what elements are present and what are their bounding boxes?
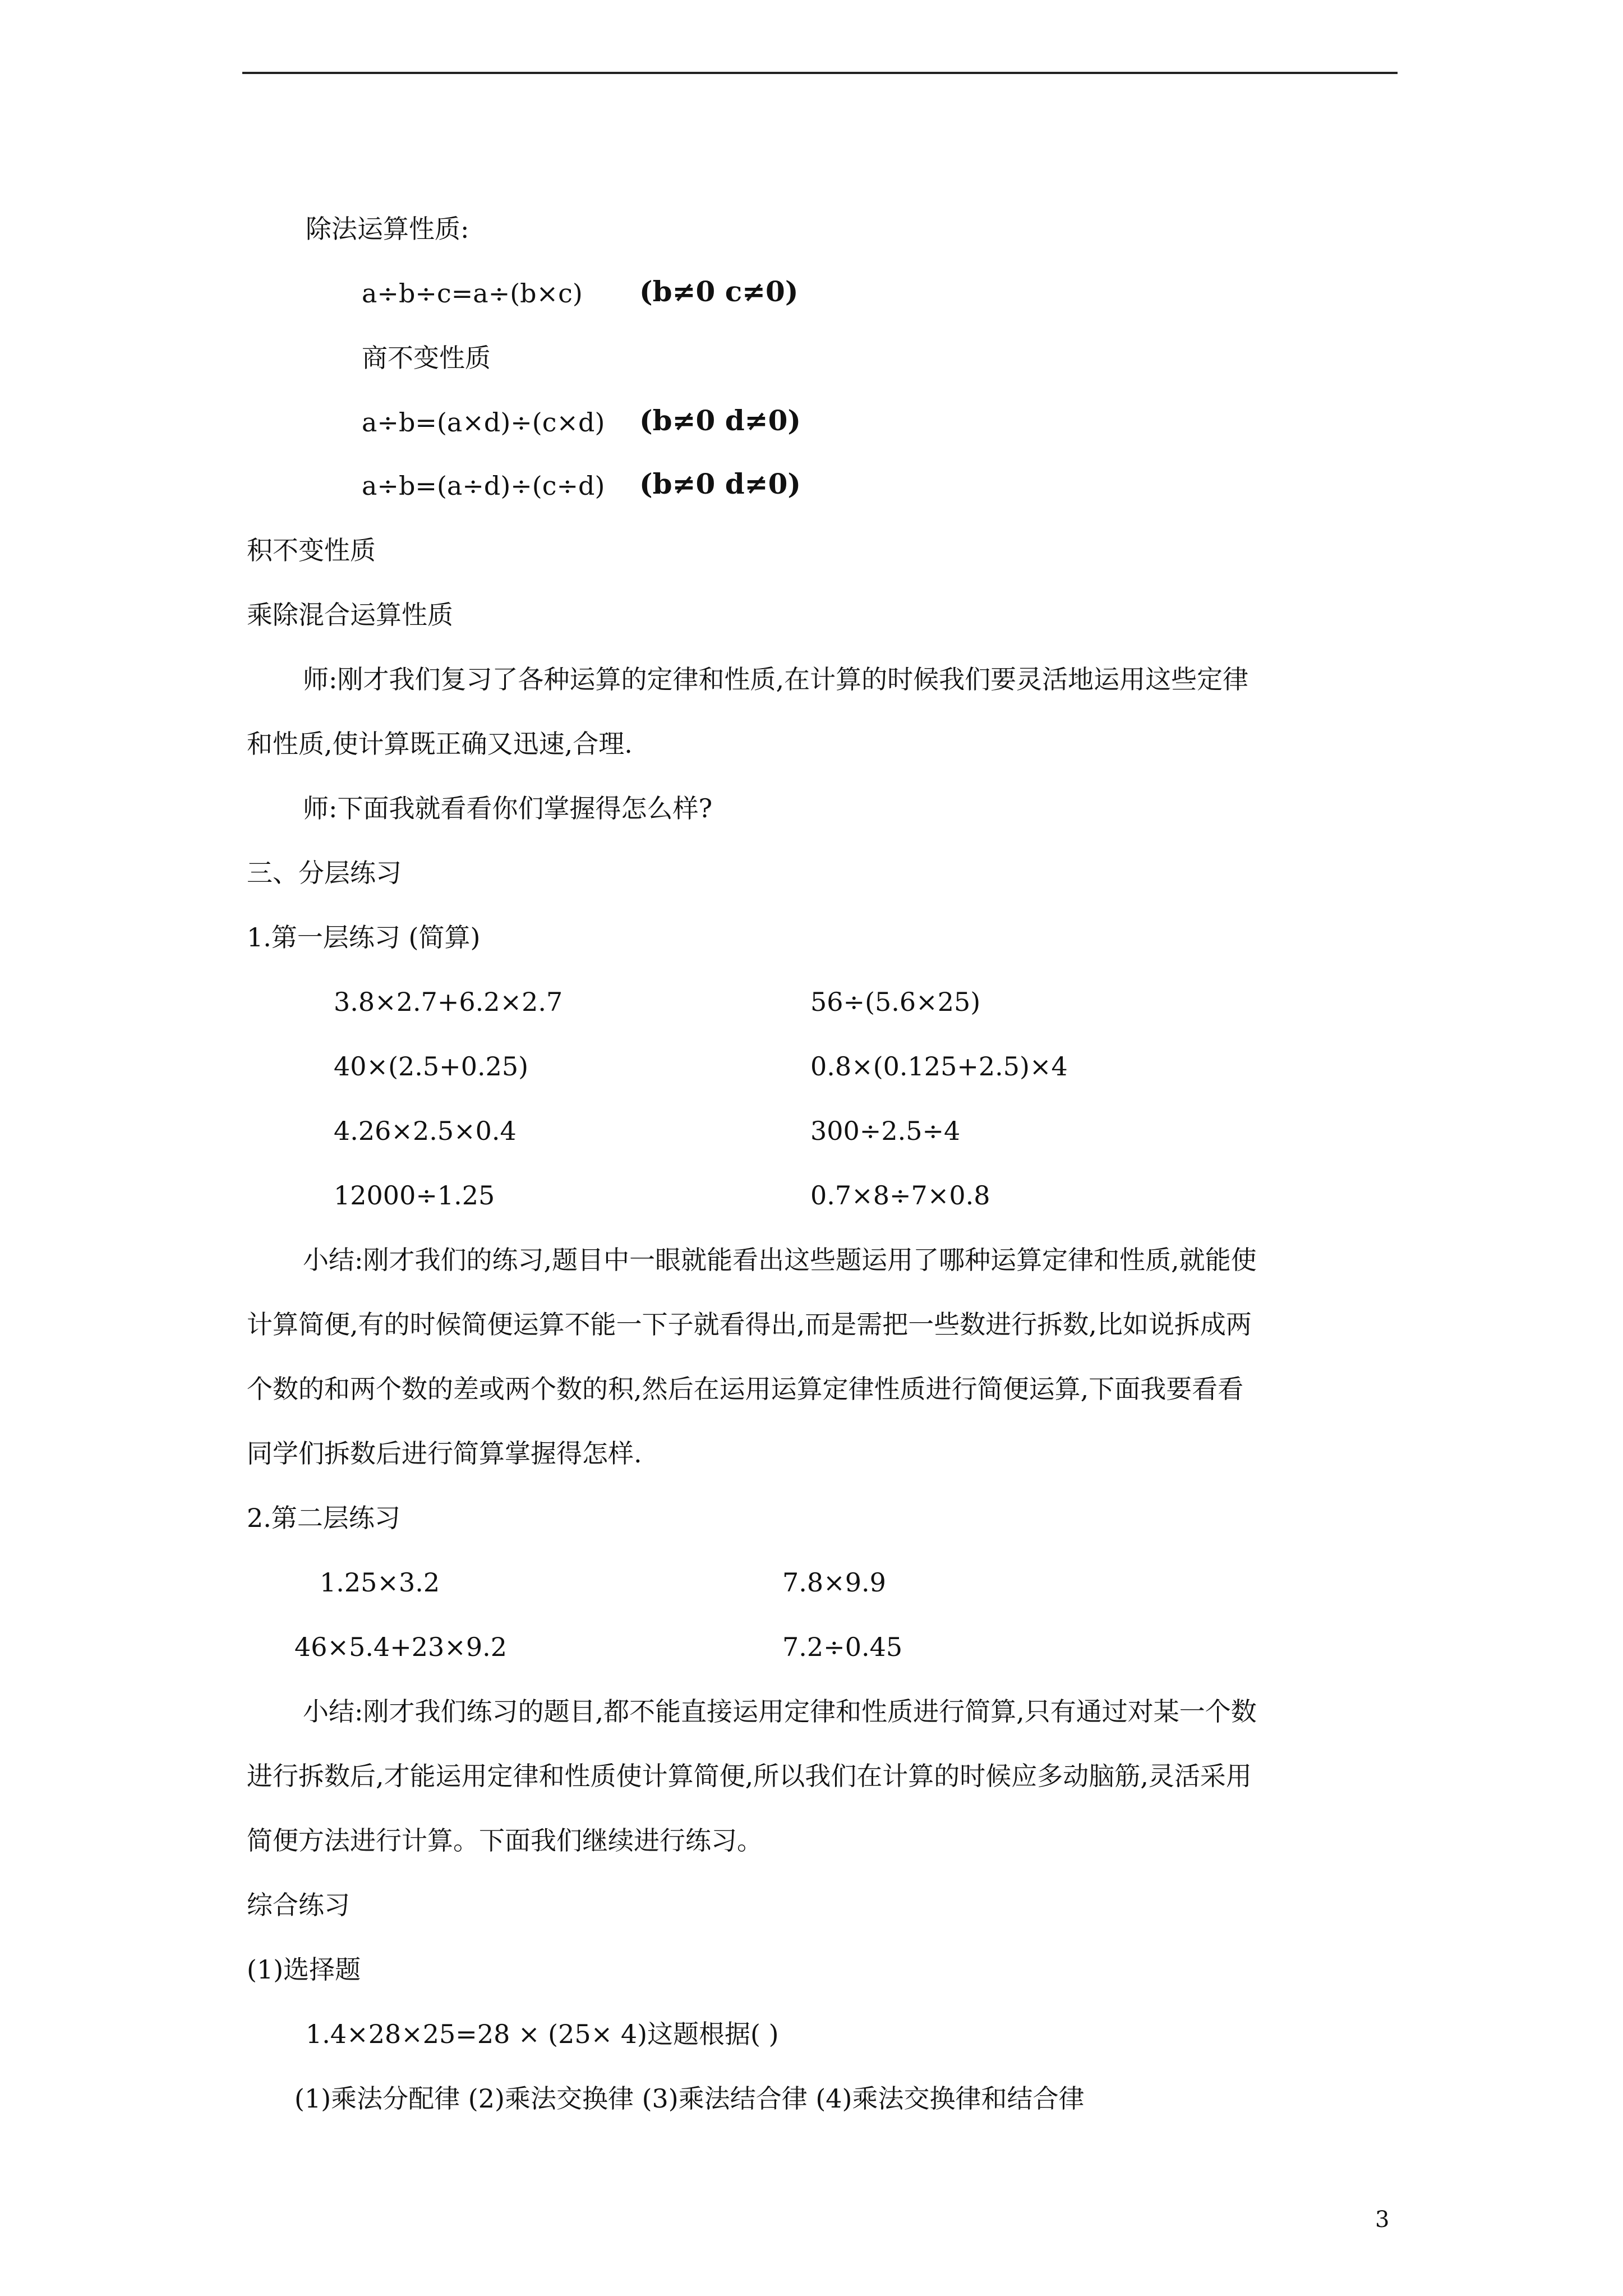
exercise: 46×5.4+23×9.2	[294, 1632, 508, 1662]
header-rule	[242, 72, 1398, 74]
formula: a÷b=(a×d)÷(c×d)	[362, 407, 605, 438]
exercise: 56÷(5.6×25)	[810, 987, 981, 1017]
exercise: 7.2÷0.45	[782, 1632, 903, 1662]
exercise: 4.26×2.5×0.4	[334, 1116, 517, 1146]
paragraph-line: 小结:刚才我们练习的题目,都不能直接运用定律和性质进行简算,只有通过对某一个数	[303, 1696, 1257, 1727]
formula-condition: (b≠0 d≠0)	[639, 404, 801, 437]
exercise: 3.8×2.7+6.2×2.7	[334, 987, 563, 1017]
paragraph-line: 师:刚才我们复习了各种运算的定律和性质,在计算的时候我们要灵活地运用这些定律	[303, 664, 1249, 694]
formula: a÷b÷c=a÷(b×c)	[362, 278, 583, 309]
exercise: 12000÷1.25	[334, 1180, 495, 1211]
property-name: 乘除混合运算性质	[247, 600, 453, 630]
formula-condition: (b≠0 d≠0)	[639, 467, 801, 500]
exercise: 7.8×9.9	[782, 1567, 886, 1598]
formula: a÷b=(a÷d)÷(c÷d)	[362, 471, 605, 501]
formula-condition: (b≠0 c≠0)	[639, 275, 799, 308]
question: 1.4×28×25=28 × (25× 4)这题根据( )	[306, 2019, 779, 2049]
exercise: 1.25×3.2	[320, 1567, 440, 1598]
subsection-heading: 2.第二层练习	[247, 1503, 400, 1533]
property-name: 商不变性质	[362, 343, 491, 373]
paragraph-line: 和性质,使计算既正确又迅速,合理.	[247, 729, 633, 759]
paragraph-line: 个数的和两个数的差或两个数的积,然后在运用运算定律性质进行简便运算,下面我要看看	[247, 1374, 1244, 1404]
exercise: 300÷2.5÷4	[810, 1116, 961, 1146]
paragraph-line: 师:下面我就看看你们掌握得怎么样?	[303, 793, 713, 823]
page-number: 3	[1375, 2207, 1390, 2233]
exercise: 0.7×8÷7×0.8	[810, 1180, 990, 1211]
subsection-heading: (1)选择题	[247, 1954, 361, 1985]
subsection-heading: 1.第一层练习 (简算)	[247, 922, 481, 953]
property-name: 积不变性质	[247, 535, 376, 565]
section-heading: 综合练习	[247, 1890, 350, 1920]
exercise: 0.8×(0.125+2.5)×4	[810, 1051, 1068, 1082]
section-heading: 除法运算性质:	[306, 214, 469, 244]
paragraph-line: 同学们拆数后进行简算掌握得怎样.	[247, 1438, 642, 1469]
paragraph-line: 小结:刚才我们的练习,题目中一眼就能看出这些题运用了哪种运算定律和性质,就能使	[303, 1245, 1257, 1275]
question-options: (1)乘法分配律 (2)乘法交换律 (3)乘法结合律 (4)乘法交换律和结合律	[294, 2083, 1085, 2114]
section-heading: 三、分层练习	[247, 858, 402, 888]
paragraph-line: 计算简便,有的时候简便运算不能一下子就看得出,而是需把一些数进行拆数,比如说拆成两	[247, 1309, 1252, 1340]
exercise: 40×(2.5+0.25)	[334, 1051, 529, 1082]
paragraph-line: 进行拆数后,才能运用定律和性质使计算简便,所以我们在计算的时候应多动脑筋,灵活采用	[247, 1761, 1252, 1791]
paragraph-line: 简便方法进行计算。下面我们继续进行练习。	[247, 1825, 763, 1856]
